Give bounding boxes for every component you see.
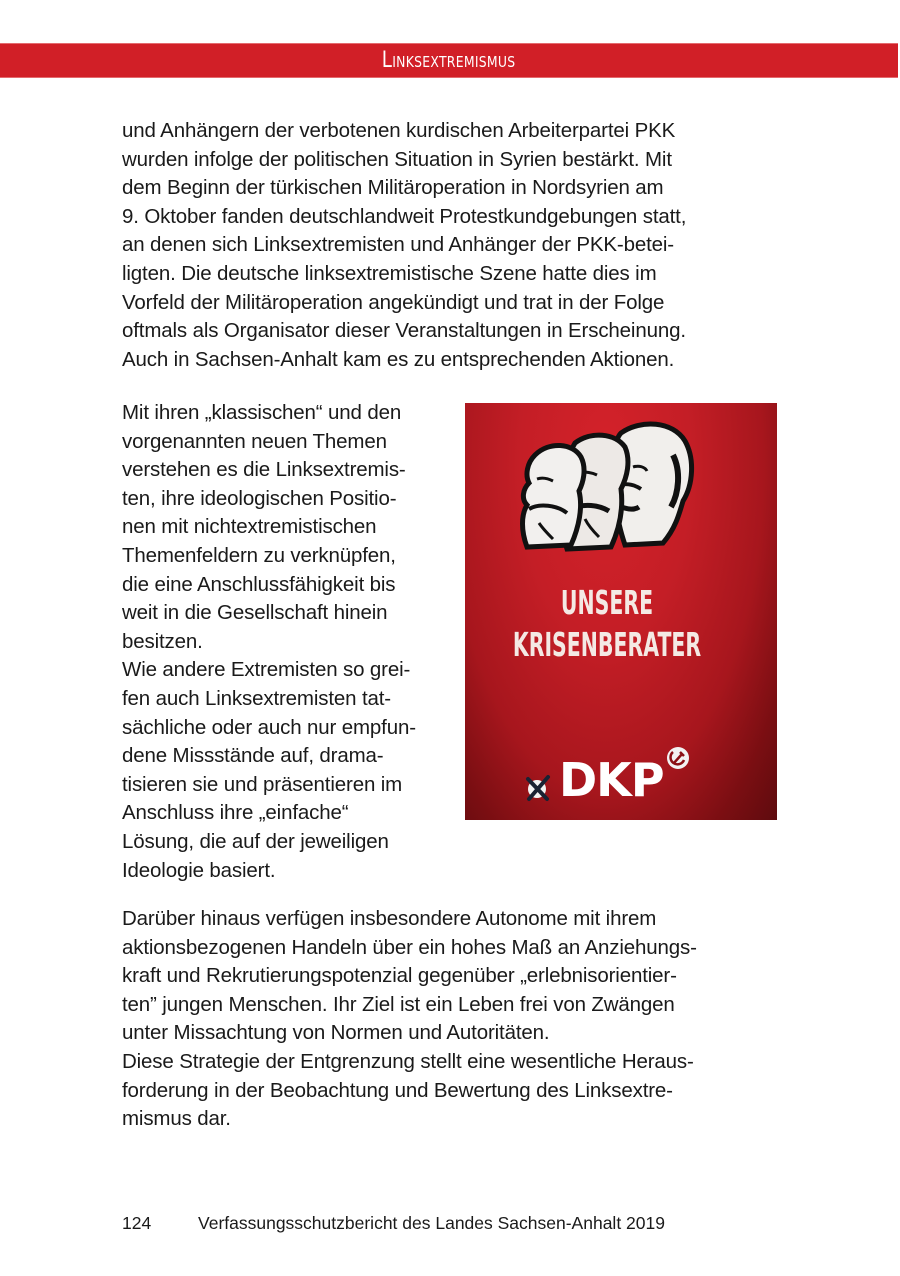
text-line: ligten. Die deutsche linksextremistische Szene hatte dies im (122, 261, 657, 285)
text-line: fen auch Linksextremisten tat- (122, 686, 391, 710)
party-logo-text: DKP (559, 753, 664, 807)
text-line: 9. Oktober fanden deutschlandweit Protestkundgebungen statt, (122, 204, 687, 228)
text-line: ten” jungen Menschen. Ihr Ziel ist ein Leben frei von Zwängen (122, 992, 675, 1016)
text-line: tisieren sie und präsentieren im (122, 772, 403, 796)
text-line: Mit ihren „klassischen“ und den (122, 401, 402, 424)
text-line: vorgenannten neuen Themen (122, 429, 387, 453)
poster-headline-line2: KRISENBERATER (512, 625, 702, 664)
text-line: an denen sich Linksextremisten und Anhänger der PKK-betei- (122, 233, 674, 257)
text-line: Darüber hinaus verfügen insbesondere Autonome mit ihrem (122, 907, 657, 930)
text-line: wurden infolge der politischen Situation in Syrien bestärkt. Mit (122, 147, 672, 171)
text-line: dene Missstände auf, drama- (122, 744, 384, 768)
ballot-cross-icon (521, 771, 553, 803)
section-header-bar (0, 43, 898, 78)
text-line: unter Missachtung von Normen und Autoritäten. (122, 1021, 550, 1045)
text-line: weit in die Gesellschaft hinein (122, 601, 388, 625)
page-number: 124 (122, 1213, 152, 1233)
text-line: mismus dar. (122, 1107, 231, 1131)
text-line: Vorfeld der Militäroperation angekündigt und trat in der Folge (122, 290, 665, 314)
text-line: Ideologie basiert. (122, 858, 276, 882)
text-line: Auch in Sachsen-Anhalt kam es zu entsprechenden Aktionen. (122, 347, 675, 371)
text-line: oftmals als Organisator dieser Veranstaltungen in Erscheinung. (122, 319, 686, 343)
section-title: Linksextremismus (382, 48, 516, 73)
footer-publication-title: Verfassungsschutzbericht des Landes Sachsen-Anhalt 2019 (198, 1213, 665, 1233)
paragraph-2 (122, 399, 416, 885)
text-line: besitzen. (122, 629, 203, 653)
text-line: die eine Anschlussfähigkeit bis (122, 572, 396, 596)
text-line: nen mit nichtextremistischen (122, 515, 377, 539)
text-line: verstehen es die Linksextremis- (122, 458, 406, 482)
three-heads-portrait-icon (513, 415, 703, 555)
text-line: sächliche oder auch nur empfun- (122, 715, 416, 739)
text-line: und Anhängern der verbotenen kurdischen Arbeiterpartei PKK (122, 119, 676, 142)
text-line: Lösung, die auf der jeweiligen (122, 829, 389, 853)
hammer-sickle-icon (665, 745, 691, 771)
text-line: aktionsbezogenen Handeln über ein hohes Maß an Anziehungs- (122, 935, 697, 959)
dkp-logo-row (517, 753, 717, 815)
paragraph-1 (122, 117, 686, 374)
text-line: ten, ihre ideologischen Positio- (122, 486, 397, 510)
text-line: dem Beginn der türkischen Militäroperation in Nordsyrien am (122, 176, 664, 200)
text-line: Diese Strategie der Entgrenzung stellt eine wesentliche Heraus- (122, 1049, 694, 1073)
dkp-poster-image (465, 403, 777, 820)
poster-headline-line1: UNSERE (560, 583, 654, 622)
text-line: kraft und Rekrutierungspotenzial gegenüber „erlebnisorientier- (122, 964, 677, 988)
paragraph-3 (122, 905, 697, 1134)
text-line: Themenfeldern zu verknüpfen, (122, 543, 396, 567)
text-line: Anschluss ihre „einfache“ (122, 801, 349, 825)
text-line: forderung in der Beobachtung und Bewertung des Linksextre- (122, 1078, 673, 1102)
text-line: Wie andere Extremisten so grei- (122, 658, 411, 682)
